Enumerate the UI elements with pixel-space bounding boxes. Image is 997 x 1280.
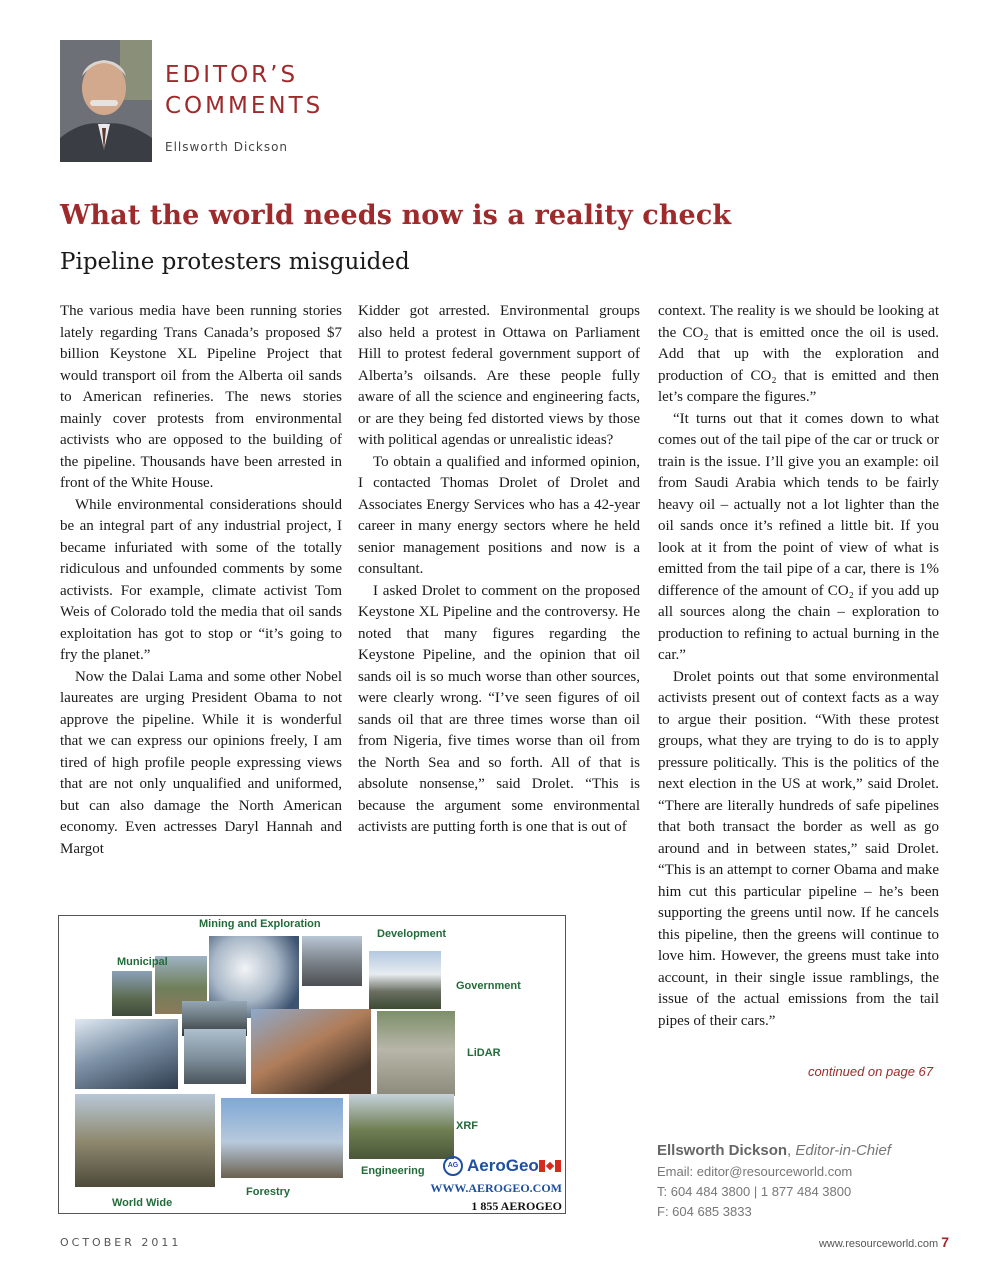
- signature-fax: F: 604 685 3833: [657, 1204, 752, 1219]
- signature-name: Ellsworth Dickson: [657, 1142, 788, 1159]
- article-subheadline: Pipeline protesters misguided: [60, 249, 410, 275]
- ad-label-government: Government: [456, 980, 521, 992]
- ad-phone: 1 855 AEROGEO: [471, 1199, 562, 1213]
- ad-brand: AeroGeo: [467, 1156, 539, 1175]
- paragraph: Kidder got arrested. Environmental groups also held a protest in Ottawa on Parliament Hill to protest federal government support of Alberta’s oilsands. Are these people fully aware of all the science and engineering facts, or are they being fed distorted views by those with political agendas or unrealistic ideas?: [358, 303, 640, 448]
- photo-municipal: [112, 971, 152, 1016]
- canada-flag-icon: [539, 1160, 561, 1172]
- aerogeo-advertisement[interactable]: [58, 915, 566, 1214]
- article-column-1: [60, 301, 342, 860]
- paragraph: Drolet points out that some environmental activists present out of context facts as a way to argue their position. “With these protest groups, what they are trying to do is to apply pressure politically. This is the politics of the next election in the US at work,” said Drolet. “There are literally hundreds of safe pipelines that both transact the border as well as go around and in between states,” said Drolet. “This is an attempt to corner Obama and make him cut this particular pipeline – he’s been supporting the greens until now. If he cancels this pipeline, then the greens will continue to love him. However, the greens must take into account, in their single issue ramblings, the issue of the actual emissions from the tail pipes of their cars.”: [658, 668, 939, 1029]
- signature-email[interactable]: Email: editor@resourceworld.com: [657, 1164, 853, 1179]
- article-headline: What the world needs now is a reality check: [60, 200, 732, 231]
- signature-title: Editor-in-Chief: [795, 1142, 891, 1159]
- ad-label-municipal: Municipal: [117, 956, 168, 968]
- footer-site[interactable]: www.resourceworld.com: [818, 1238, 939, 1250]
- editor-portrait: [60, 40, 152, 162]
- photo-glacier: [75, 1019, 178, 1089]
- paragraph: The various media have been running stories lately regarding Trans Canada’s proposed $7 billion Keystone XL Pipeline Project that would transport oil from the Alberta oil sands to American refineries. The news stories mainly cover protests from environmental activists who are opposed to the building of the pipeline. Thousands have been arrested in front of the White House.: [60, 303, 342, 491]
- article-column-3: [658, 301, 939, 1032]
- photo-xrf: [349, 1094, 454, 1159]
- paragraph: context. The reality is we should be looking at the CO₂ that is emitted once the oil is used. Add that up with the exploration and production of CO₂ that is emitted and then let’s compare the figures.”: [658, 303, 939, 405]
- signature-phone: T: 604 484 3800 | 1 877 484 3800: [657, 1184, 852, 1199]
- continued-link[interactable]: continued on page 67: [807, 1064, 933, 1079]
- footer-issue: OCTOBER 2011: [60, 1236, 182, 1249]
- ad-url[interactable]: WWW.AEROGEO.COM: [430, 1181, 562, 1195]
- paragraph: I asked Drolet to comment on the proposed Keystone XL Pipeline and the controversy. He noted that many figures regarding the Keystone Pipeline, and the opinion that oil sands oil is so much worse than other sources, were clearly wrong. “I’ve seen figures of oil sands oil that are three times worse than oil from Nigeria, five times worse than oil from the North Sea and so forth. All of that is absolute nonsense,” said Drolet. “This is because the argument some environmental activists are putting forth is one that is out of: [358, 582, 640, 835]
- signature-name-line: Ellsworth Dickson, Editor-in-Chief: [657, 1142, 891, 1159]
- photo-mountain: [251, 1009, 371, 1094]
- paragraph: While environmental considerations should be an integral part of any industrial project, I became infuriated with some of the totally ridiculous and unfounded comments by some activists. For example, climate activist Tom Weis of Colorado told the media that oil sands exploitation has got to stop or “it’s going to fry the planet.”: [60, 496, 342, 663]
- ad-label-xrf: XRF: [456, 1120, 478, 1132]
- section-title-line1: EDITOR’S: [165, 62, 299, 88]
- paragraph: Now the Dalai Lama and some other Nobel laureates are urging President Obama to not approve the pipeline. While it is wonderful that we can express our opinions freely, I am tired of high profile people expressing views that are not only unqualified and uniformed, but can also damage the North American economy. Even actresses Daryl Hannah and Margot: [60, 668, 342, 857]
- photo-development: [369, 951, 441, 1009]
- section-title-line2: COMMENTS: [165, 93, 324, 119]
- footer-right: [819, 1234, 949, 1250]
- ad-label-worldwide: World Wide: [112, 1197, 173, 1209]
- page-number: 7: [941, 1234, 949, 1250]
- photo-tailings: [377, 1011, 455, 1096]
- photo-rocks: [302, 936, 362, 986]
- photo-lake: [184, 1029, 246, 1084]
- ad-label-lidar: LiDAR: [467, 1047, 501, 1059]
- signature-block: [657, 1140, 891, 1222]
- ad-label-forestry: Forestry: [246, 1186, 291, 1198]
- editor-name: Ellsworth Dickson: [165, 140, 289, 154]
- aerogeo-logo-icon: AG: [443, 1156, 463, 1176]
- section-title: [165, 60, 323, 122]
- ad-label-development: Development: [377, 928, 447, 940]
- ad-label-mining: Mining and Exploration: [199, 918, 321, 930]
- paragraph: To obtain a qualified and informed opinion, I contacted Thomas Drolet of Drolet and Associates Energy Services who has a 42-year career in many energy sectors where he held senior management positions and now is a consultant.: [358, 453, 640, 577]
- photo-worldwide: [75, 1094, 215, 1187]
- ad-label-engineering: Engineering: [361, 1165, 425, 1177]
- photo-helicopter: [221, 1098, 343, 1178]
- paragraph: “It turns out that it comes down to what comes out of the tail pipe of the car or truck or train is the issue. I’ll give you an example: oil from Saudi Arabia which tends to be fairly heavy oil – actually not a lot lighter than the oil sands once it’s refined a little bit. If you look at it from the point of view of what is emitted from the tail pipe of a car, there is 1% difference of the amount of CO₂ if you add up all sources along the chain – exploration to production to refining to actual burning in the car.”: [658, 410, 939, 663]
- article-column-2: [358, 301, 640, 839]
